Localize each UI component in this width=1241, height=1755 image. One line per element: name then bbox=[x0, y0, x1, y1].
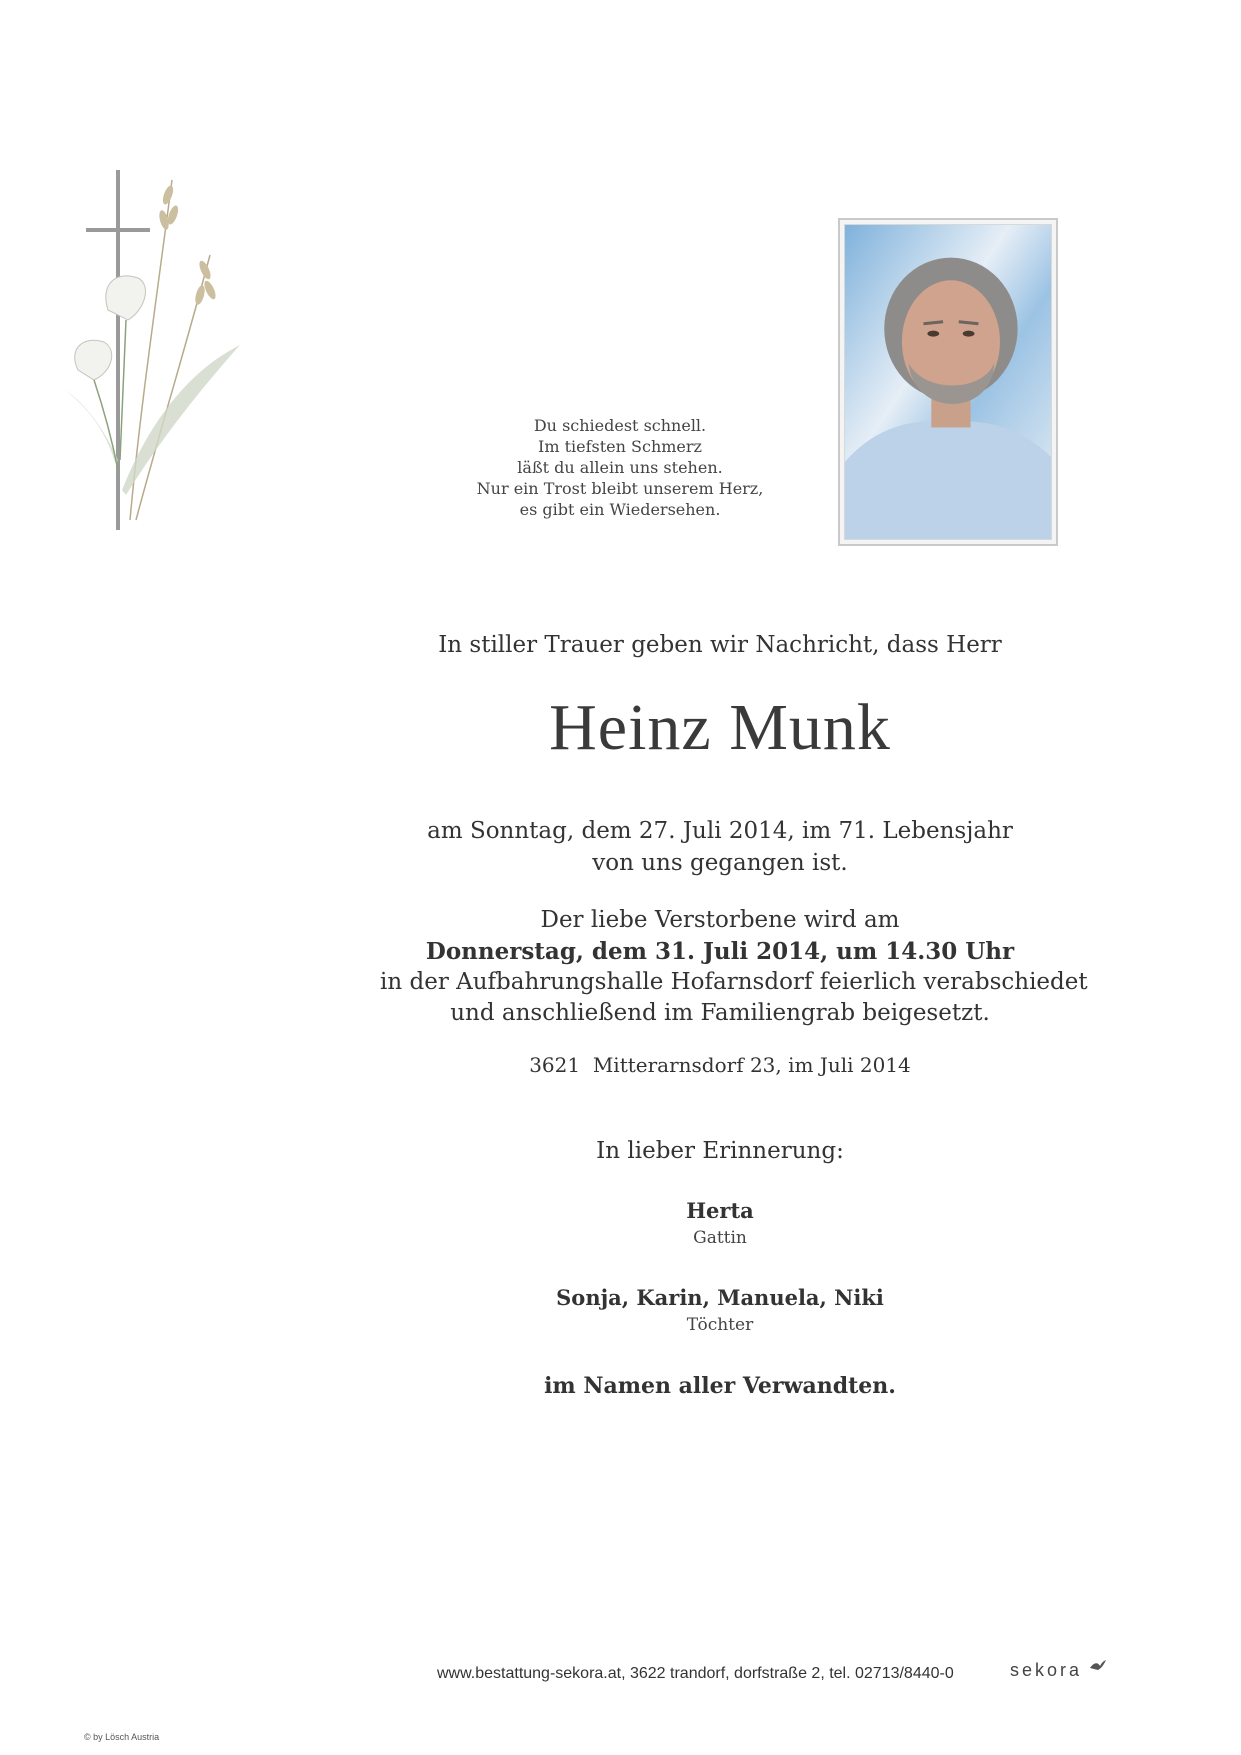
intro-text: In stiller Trauer geben wir Nachricht, dass Herr bbox=[438, 632, 1002, 658]
poem-line: läßt du allein uns stehen. bbox=[517, 458, 723, 477]
bird-icon bbox=[1090, 1660, 1106, 1672]
logo-text: sekora bbox=[1010, 1660, 1083, 1680]
portrait-photo bbox=[844, 224, 1052, 540]
poem-line: es gibt ein Wiedersehen. bbox=[519, 500, 721, 519]
relative-name: Sonja, Karin, Manuela, Niki bbox=[556, 1285, 884, 1310]
death-line: am Sonntag, dem 27. Juli 2014, im 71. Lebensjahr bbox=[427, 818, 1013, 844]
portrait-image-icon bbox=[845, 225, 1051, 539]
memory-heading: In lieber Erinnerung: bbox=[596, 1138, 844, 1164]
funeral-notice bbox=[380, 905, 1088, 1029]
funeral-line: Der liebe Verstorbene wird am bbox=[540, 907, 900, 933]
poem-line: Im tiefsten Schmerz bbox=[538, 437, 702, 456]
portrait-frame bbox=[838, 218, 1058, 546]
deceased-name: Heinz Munk bbox=[549, 691, 891, 764]
funeral-line: und anschließend im Familiengrab beigesetzt. bbox=[450, 1000, 990, 1026]
cross-lily-decoration-icon bbox=[60, 160, 260, 580]
relative-name: Herta bbox=[686, 1198, 754, 1223]
poem-line: Du schiedest schnell. bbox=[533, 416, 707, 435]
funeral-date: Donnerstag, dem 31. Juli 2014, um 14.30 Uhr bbox=[425, 938, 1015, 965]
place-date: 3621 Mitterarnsdorf 23, im Juli 2014 bbox=[529, 1053, 911, 1077]
poem-line: Nur ein Trost bleibt unserem Herz, bbox=[476, 479, 764, 498]
funeral-line: in der Aufbahrungshalle Hofarnsdorf feierlich verabschiedet bbox=[380, 969, 1088, 995]
footer-contact: www.bestattung-sekora.at, 3622 trandorf, dorfstraße 2, tel. 02713/8440-0 bbox=[437, 1665, 954, 1682]
closing-text: im Namen aller Verwandten. bbox=[544, 1373, 896, 1399]
death-line: von uns gegangen ist. bbox=[592, 850, 848, 876]
relative-role: Gattin bbox=[693, 1228, 747, 1248]
sekora-logo bbox=[1010, 1660, 1106, 1681]
poem bbox=[470, 415, 770, 520]
death-notice bbox=[380, 815, 1060, 879]
copyright-text: © by Lösch Austria bbox=[84, 1732, 160, 1742]
relative-role: Töchter bbox=[686, 1315, 754, 1335]
